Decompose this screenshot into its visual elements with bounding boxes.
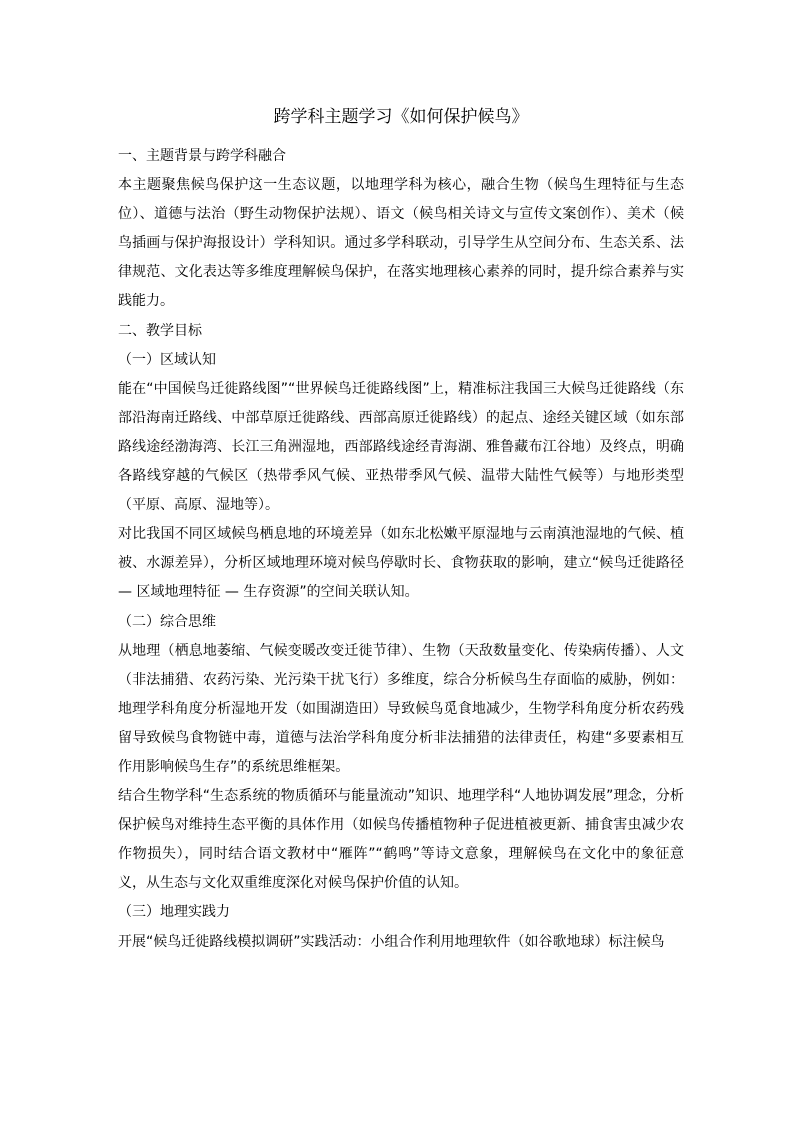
paragraph-region-habitats: 对比我国不同区域候鸟栖息地的环境差异（如东北松嫩平原湿地与云南滇池湿地的气候、植被、水源差异），分析区域地理环境对候鸟停歇时长、食物获取的影响，建立“候鸟迁徙路径 — 区域地理特征 — 生存资源”的空间关联认知。 <box>118 526 684 601</box>
section-heading-background: 一、主题背景与跨学科融合 <box>118 148 286 164</box>
paragraph-ecology-culture: 结合生物学科“生态系统的物质循环与能量流动”知识、地理学科“人地协调发展”理念，分析保护候鸟对维持生态平衡的具体作用（如候鸟传播植物种子促进植被更新、捕食害虫减少农作物损失），同时结合语文教材中“雁阵”“鹤鸣”等诗文意象，理解候鸟在文化中的象征意义，从生态与文化双重维度深化对候鸟保护价值的认知。 <box>118 788 684 892</box>
paragraph-practice: 开展“候鸟迁徙路线模拟调研”实践活动：小组合作利用地理软件（如谷歌地球）标注候鸟 <box>118 933 665 950</box>
subheading-practice: （三）地理实践力 <box>118 904 230 921</box>
paragraph-background: 本主题聚焦候鸟保护这一生态议题，以地理学科为核心，融合生物（候鸟生理特征与生态位）、道德与法治（野生动物保护法规）、语文（候鸟相关诗文与宣传文案创作）、美术（候鸟插画与保护海报设计）学科知识。通过多学科联动，引导学生从空间分布、生态关系、法律规范、文化表达等多维度理解候鸟保护，在落实地理核心素养的同时，提升综合素养与实践能力。 <box>118 177 684 310</box>
document-title: 跨学科主题学习《如何保护候鸟》 <box>273 107 529 127</box>
subheading-region-cognition: （一）区域认知 <box>118 351 216 368</box>
paragraph-threats: 从地理（栖息地萎缩、气候变暖改变迁徙节律）、生物（天敌数量变化、传染病传播）、人文（非法捕猎、农药污染、光污染干扰飞行）多维度，综合分析候鸟生存面临的威胁，例如：地理学科角度分析湿地开发（如围湖造田）导致候鸟觅食地减少，生物学科角度分析农药残留导致候鸟食物链中毒，道德与法治学科角度分析非法捕猎的法律责任，构建“多要素相互作用影响候鸟生存”的系统思维框架。 <box>118 642 684 775</box>
paragraph-region-routes: 能在“中国候鸟迁徙路线图”“世界候鸟迁徙路线图”上，精准标注我国三大候鸟迁徙路线（东部沿海南迁路线、中部草原迁徙路线、西部高原迁徙路线）的起点、途经关键区域（如东部路线途经渤海湾、长江三角洲湿地，西部路线途经青海湖、雅鲁藏布江谷地）及终点，明确各路线穿越的气候区（热带季风气候、亚热带季风气候、温带大陆性气候等）与地形类型（平原、高原、湿地等）。 <box>118 380 684 514</box>
document-page <box>118 104 684 957</box>
section-heading-goals: 二、教学目标 <box>118 322 202 339</box>
subheading-integrated-thinking: （二）综合思维 <box>118 613 216 630</box>
